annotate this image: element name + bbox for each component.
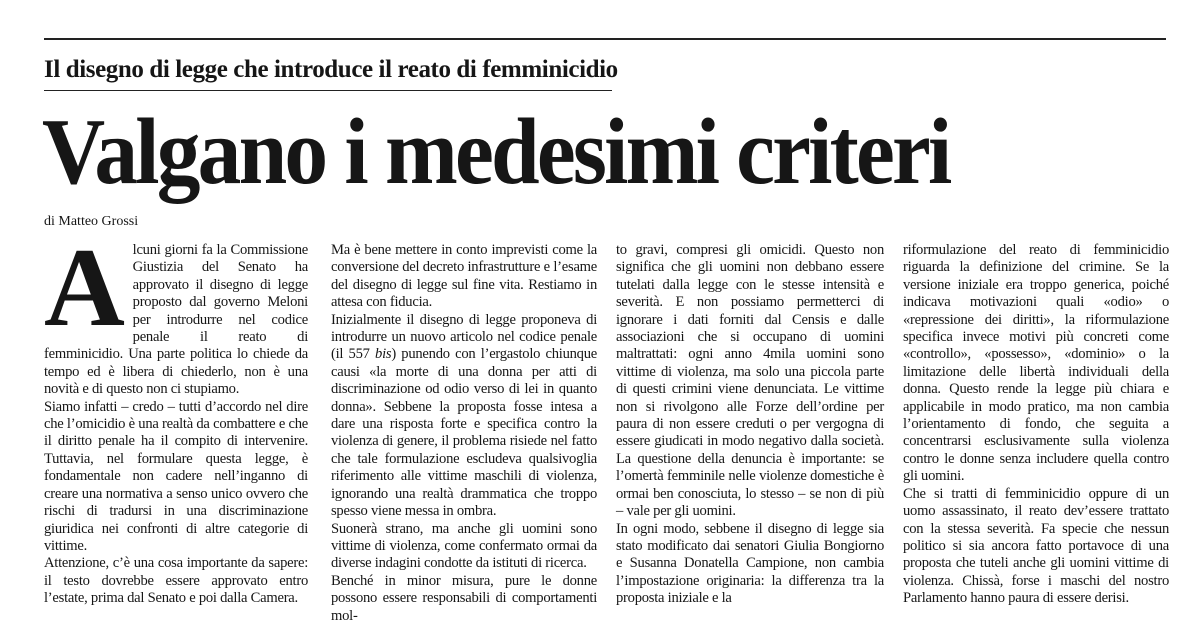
article-column-1 — [44, 226, 308, 614]
paragraph: to gravi, compresi gli omicidi. Questo non significa che gli uomini non debbano essere tutelati dalla legge con le stesse intensità e severità. E non possiamo permetterci di ignorare i dati forniti dal Censis e dalle associazioni che si occupano di uomini maltrattati: ogni anno 4mila uomini sono vittime di violenza, ma solo una piccola parte di questi crimini viene denunciata. Le vittime non si rivolgono alle Forze dell’ordine per paura di non essere creduti o per vergogna di essere giudicati in modo negativo dalla società. La questione della denuncia è importante: se l’omertà femminile nelle violenze domestiche è ormai ben conosciuta, lo stesso – se non di più – vale per gli uomini. — [616, 242, 884, 520]
kicker: Il disegno di legge che introduce il reato di femminicidio — [44, 56, 618, 83]
paragraph: Benché in minor misura, pure le donne possono essere responsabili di comportamenti mol- — [331, 572, 597, 624]
drop-cap: A — [44, 226, 125, 350]
byline: di Matteo Grossi — [44, 214, 139, 229]
kicker-underline — [44, 90, 612, 91]
paragraph: Attenzione, c’è una cosa importante da sapere: il testo dovrebbe essere approvato entro l’estate, prima dal Senato e poi dalla Camera. — [44, 555, 308, 607]
top-rule — [44, 38, 1166, 40]
article-column-2 — [331, 242, 597, 624]
text-run: ) punendo con l’ergastolo chiunque causi «la morte di una donna per atti di discriminazione od odio verso di lei in quanto donna». Sebbene la proposta fosse intesa a dare una risposta forte e specifica contro la violenza di genere, il problema risiede nel fatto che tale formulazione escludeva qualsivoglia riferimento alle vittime maschili di violenza, ignorando una realtà drammatica che troppo spesso viene messa in ombra. — [331, 346, 597, 520]
paragraph: Siamo infatti – credo – tutti d’accordo nel dire che l’omicidio è una realtà da combattere e che il diritto penale ha il compito di intervenire. Tuttavia, nel formulare questa legge, è fondamentale non cadere nell’inganno di creare una normativa a senso unico ovvero che rischi di tradursi in una discriminazione giuridica nei confronti di altre categorie di vittime. — [44, 398, 308, 554]
paragraph: lcuni giorni fa la Commissione Giustizia del Senato ha approvato il disegno di legge proposto dal governo Meloni per introdurre nel codice penale il reato di femminicidio. Una parte politica lo chiede da tempo ed è libera di chiederlo, non è una novità e di questo non ci stupiamo. — [44, 242, 308, 398]
paragraph: Ma è bene mettere in conto imprevisti come la conversione del decreto infrastrutture e l’esame del disegno di legge sul fine vita. Restiamo in attesa con fiducia. — [331, 242, 597, 311]
italic-text: bis — [375, 346, 392, 363]
paragraph: Suonerà strano, ma anche gli uomini sono vittime di violenza, come confermato ormai da diverse indagini condotte da istituti di ricerca. — [331, 520, 597, 572]
paragraph — [331, 312, 597, 521]
paragraph: In ogni modo, sebbene il disegno di legge sia stato modificato dai senatori Giulia Bongiorno e Susanna Donatella Campione, non cambia l’impostazione originaria: la differenza tra la proposta iniziale e la — [616, 520, 884, 607]
paragraph: riformulazione del reato di femminicidio riguarda la definizione del crimine. Se la versione iniziale era troppo generica, poiché indicava motivazioni quali «odio» o «repressione dei diritti», la riformulazione specifica invece motivi più concreti come «controllo», «possesso», «dominio» o la limitazione delle libertà individuali della donna. Questo rende la legge più chiara e applicabile in modo pratico, ma non cambia l’orientamento di fondo, che seguita a concentrarsi esclusivamente sulla violenza contro le donne senza includere quella contro gli uomini. — [903, 242, 1169, 485]
paragraph: Che si tratti di femminicidio oppure di un uomo assassinato, il reato dev’essere trattato con la stessa severità. Fa specie che nessun politico si sia ancora fatto portavoce di una proposta che tuteli anche gli uomini vittime di violenza. Chissà, forse i maschi del nostro Parlamento hanno paura di essere derisi. — [903, 485, 1169, 607]
text-run: Inizialmente il disegno di legge proponeva di introdurre un nuovo articolo nel codice penale (il 557 — [331, 311, 597, 363]
article-column-4 — [903, 242, 1169, 614]
headline: Valgano i medesimi criteri — [42, 100, 950, 204]
article-column-3 — [616, 242, 884, 614]
